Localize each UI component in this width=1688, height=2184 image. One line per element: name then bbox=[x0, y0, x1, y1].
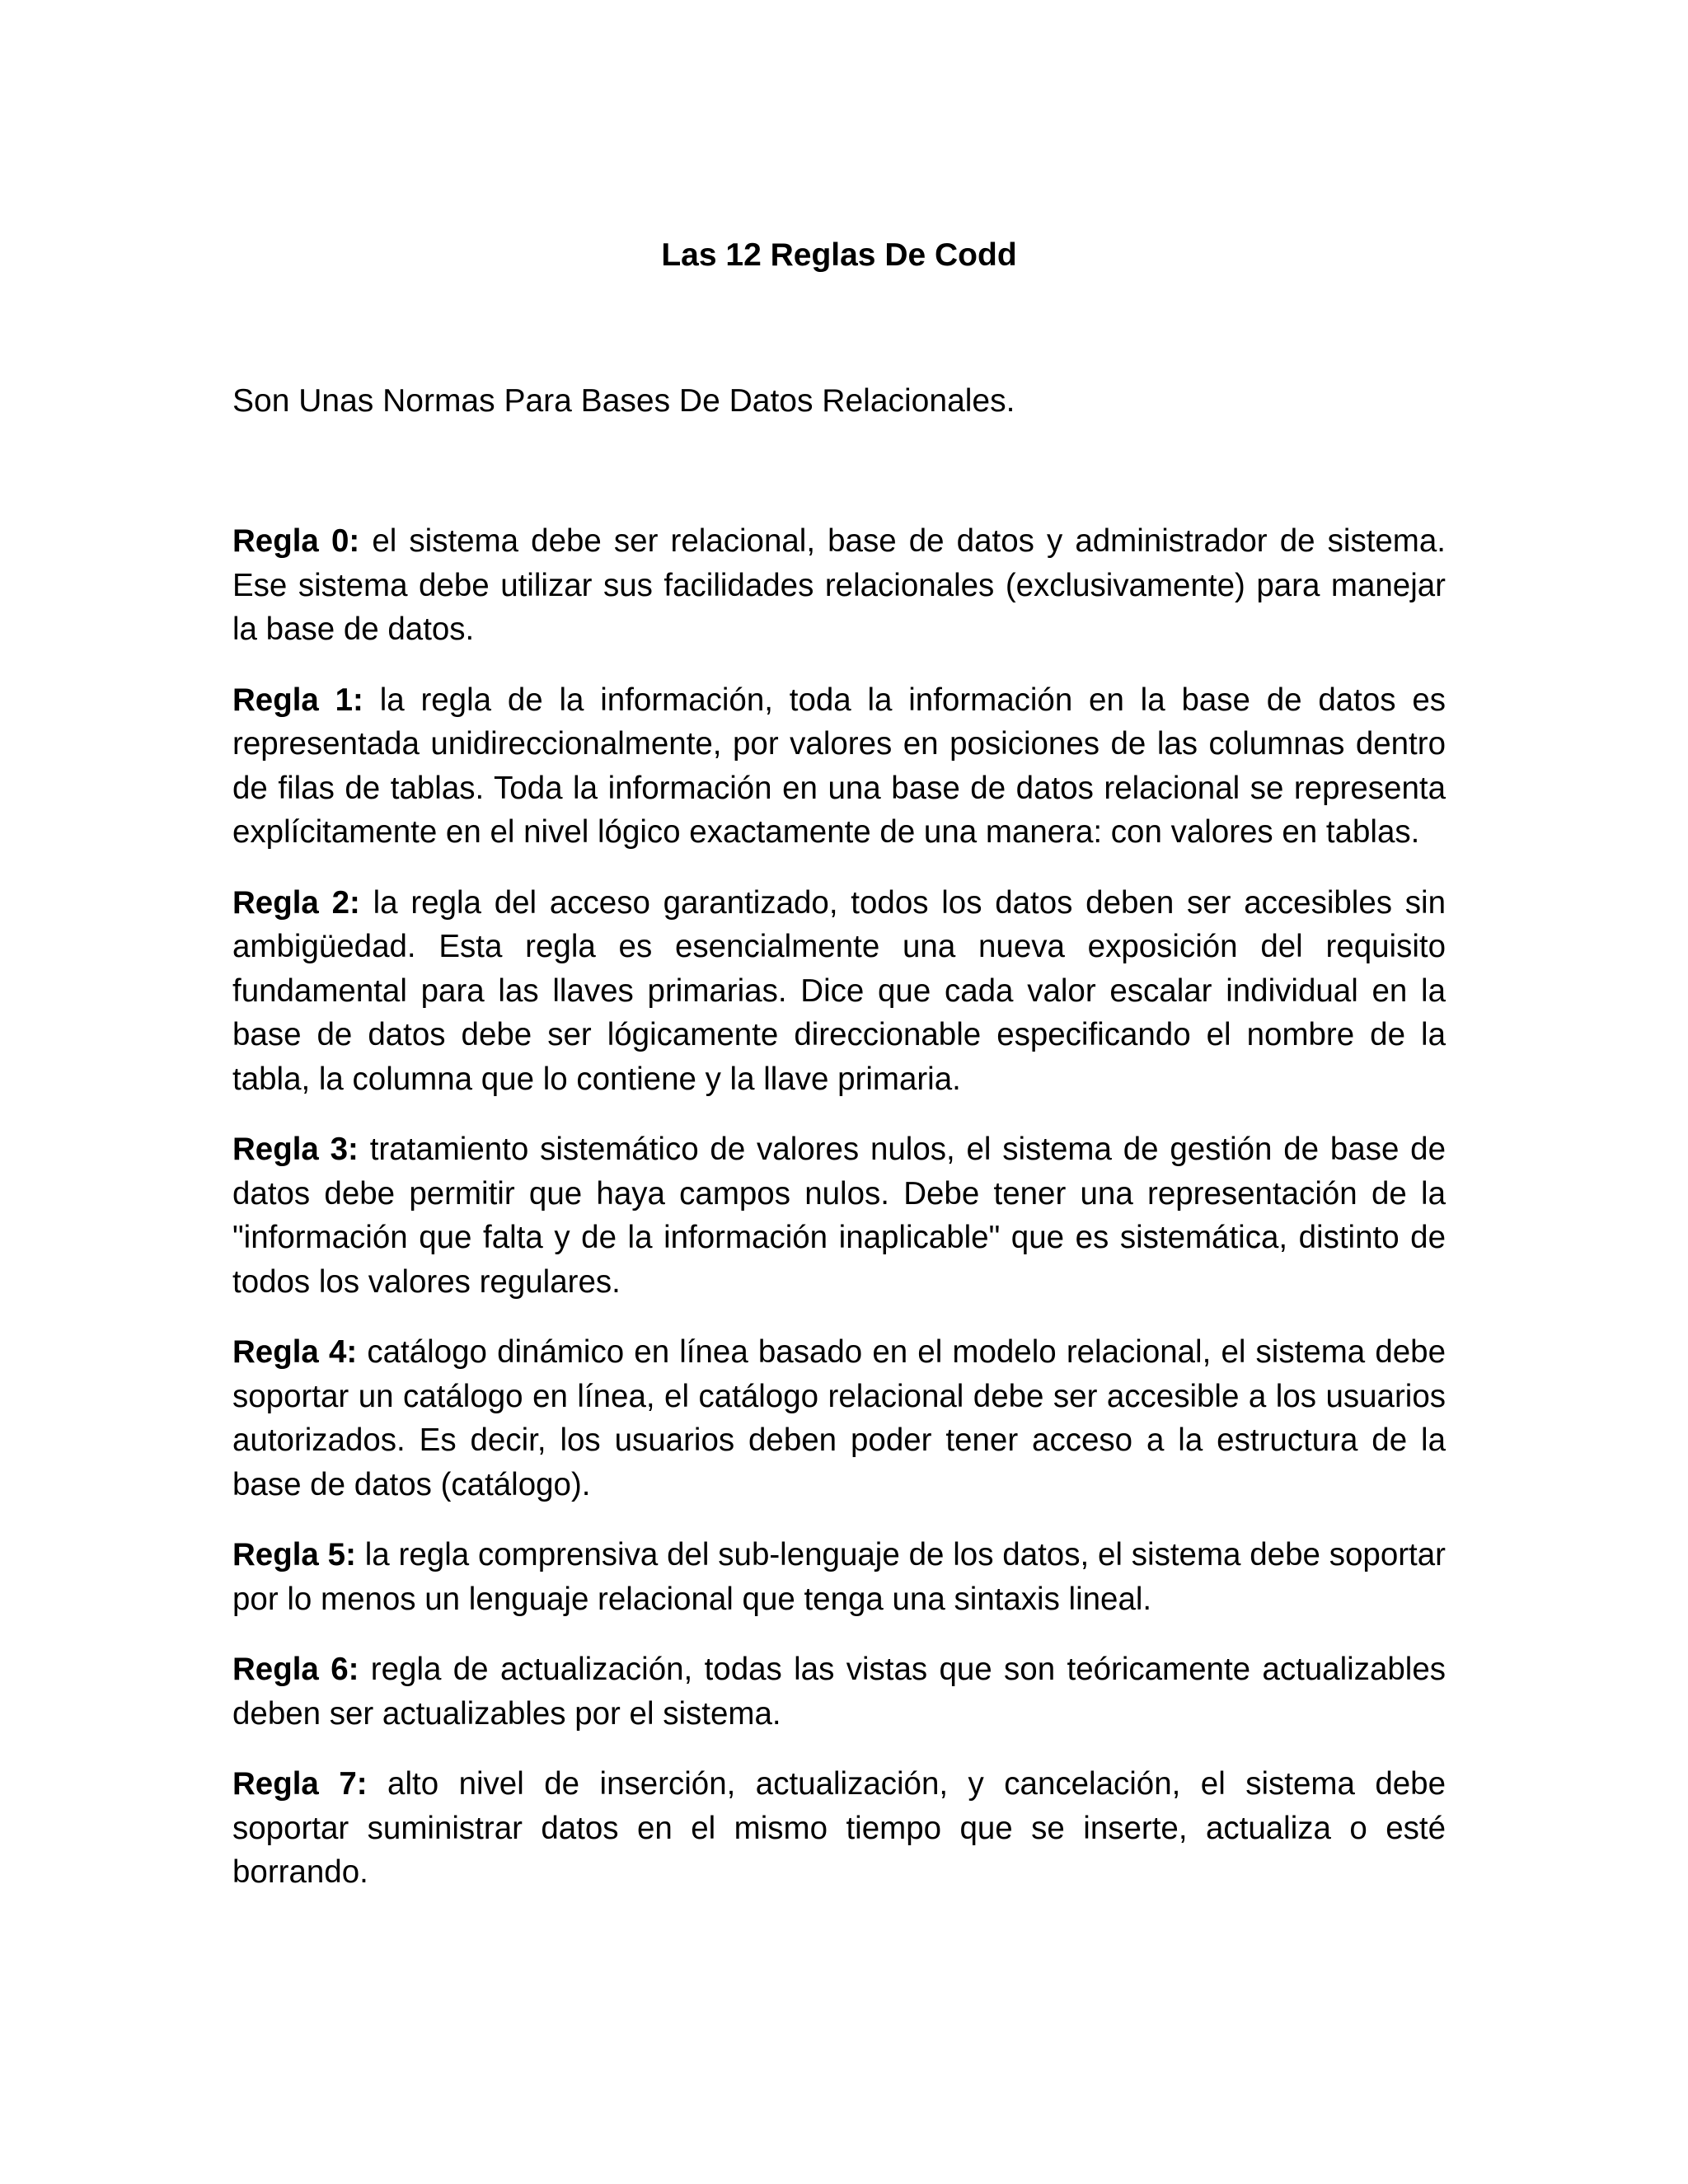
rule-text: la regla comprensiva del sub-lenguaje de los datos, el sistema debe soportar por lo menos un lenguaje relacional que tenga una sintaxis lineal. bbox=[232, 1537, 1446, 1617]
rule-paragraph-2 bbox=[232, 881, 1446, 1102]
rule-text: tratamiento sistemático de valores nulos, el sistema de gestión de base de datos debe permitir que haya campos nulos. Debe tener una representación de la "información que falta y de la información inaplicable" que es sistemática, distinto de todos los valores regulares. bbox=[232, 1132, 1446, 1300]
rule-label: Regla 6: bbox=[232, 1652, 359, 1687]
rule-text: alto nivel de inserción, actualización, y cancelación, el sistema debe soportar suministrar datos en el mismo tiempo que se inserte, actualiza o esté borrando. bbox=[232, 1766, 1446, 1890]
rule-label: Regla 2: bbox=[232, 884, 360, 921]
document-title: Las 12 Reglas De Codd bbox=[661, 237, 1017, 273]
rule-label: Regla 1: bbox=[232, 682, 363, 718]
rule-paragraph-0 bbox=[232, 519, 1446, 652]
rule-paragraph-7 bbox=[232, 1762, 1446, 1895]
rule-text: regla de actualización, todas las vistas que son teóricamente actualizables deben ser actualizables por el sistema. bbox=[232, 1652, 1446, 1732]
rule-paragraph-4 bbox=[232, 1330, 1446, 1507]
rule-paragraph-3 bbox=[232, 1127, 1446, 1304]
rule-label: Regla 5: bbox=[232, 1537, 356, 1572]
rules-list bbox=[232, 519, 1446, 1921]
rule-text: la regla de la información, toda la información en la base de datos es representada unidireccionalmente, por valores en posiciones de las columnas dentro de filas de tablas. Toda la información en una base de datos relacional se representa explícitamente en el nivel lógico exactamente de una manera: con valores en tablas. bbox=[232, 682, 1446, 850]
document-subtitle: Son Unas Normas Para Bases De Datos Relacionales. bbox=[232, 383, 1015, 419]
rule-label: Regla 3: bbox=[232, 1132, 359, 1167]
rule-text: catálogo dinámico en línea basado en el modelo relacional, el sistema debe soportar un catálogo en línea, el catálogo relacional debe ser accesible a los usuarios autorizados. Es decir, los usuarios deben poder tener acceso a la estructura de la base de datos (catálogo). bbox=[232, 1334, 1446, 1502]
rule-label: Regla 0: bbox=[232, 523, 360, 559]
rule-text: la regla del acceso garantizado, todos los datos deben ser accesibles sin ambigüedad. Esta regla es esencialmente una nueva exposición del requisito fundamental para las llaves primarias. Dice que cada valor escalar individual en la base de datos debe ser lógicamente direccionable especificando el nombre de la tabla, la columna que lo contiene y la llave primaria. bbox=[232, 884, 1446, 1097]
rule-label: Regla 7: bbox=[232, 1766, 368, 1802]
rule-paragraph-6 bbox=[232, 1647, 1446, 1736]
rule-paragraph-5 bbox=[232, 1533, 1446, 1621]
rule-paragraph-1 bbox=[232, 678, 1446, 855]
rule-label: Regla 4: bbox=[232, 1334, 358, 1370]
rule-text: el sistema debe ser relacional, base de datos y administrador de sistema. Ese sistema debe utilizar sus facilidades relacionales (exclusivamente) para manejar la base de datos. bbox=[232, 523, 1446, 647]
